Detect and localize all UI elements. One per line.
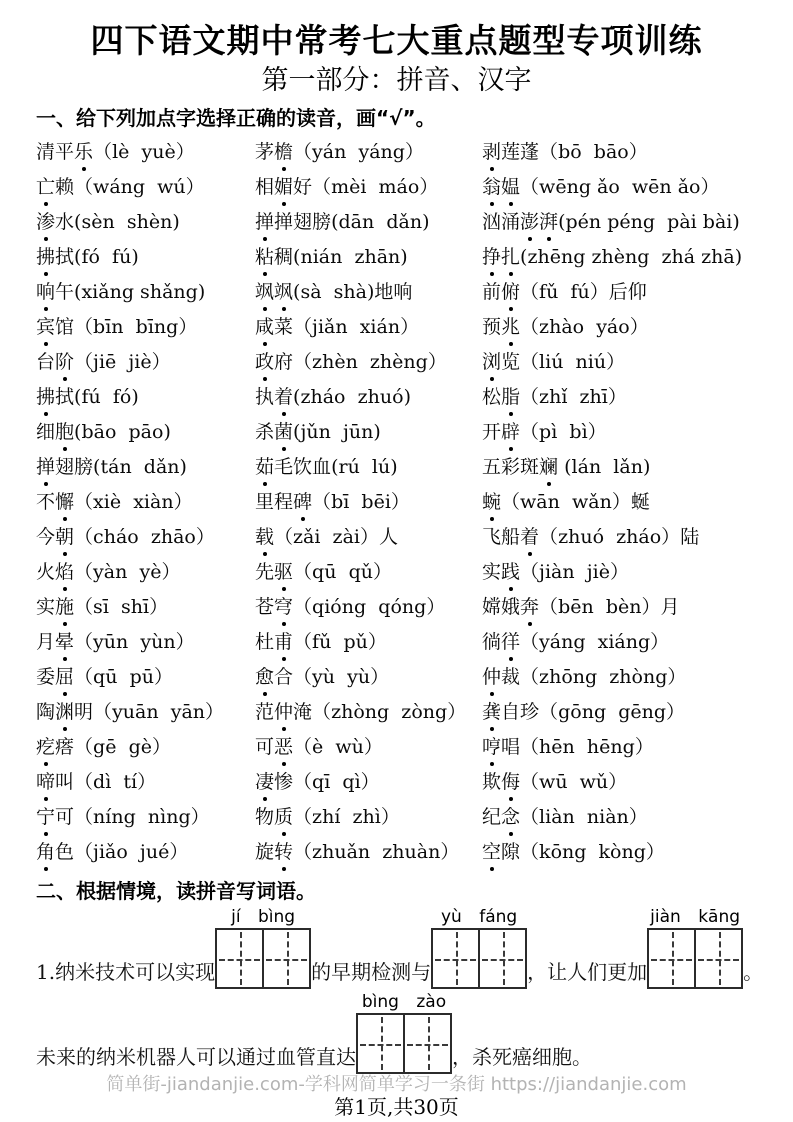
pinyin-choice-item: 台阶（jiē jiè）	[36, 345, 255, 380]
pinyin-choice-item: 政府（zhèn zhèng）	[255, 345, 482, 380]
pinyin-label-yufang: yù fáng	[440, 907, 518, 928]
writing-blank-bingzao	[356, 991, 452, 1074]
pinyin-choice-item: 苍穹（qióng qóng）	[255, 590, 482, 625]
pinyin-choice-item: 杀菌(jǔn jūn)	[255, 415, 482, 450]
sentence1-suffix: 。	[743, 960, 764, 985]
fill-in-sentence-1	[36, 906, 793, 989]
pinyin-choice-item: 里程碑（bī bēi）	[255, 485, 482, 520]
pinyin-choice-item: 火焰（yàn yè）	[36, 555, 255, 590]
page-number: 第1页,共30页	[334, 1095, 459, 1120]
watermark-text: 简单街-jiandanjie.com-学科网简单学习一条街 https://jiandanjie.com	[106, 1074, 687, 1096]
pinyin-choice-item: 松脂（zhǐ zhī）	[482, 380, 787, 415]
pinyin-choice-item: 掸掸翅膀(dān dǎn)	[255, 205, 482, 240]
pinyin-choice-item: 杜甫（fǔ pǔ）	[255, 625, 482, 660]
writing-box-cell[interactable]	[262, 930, 309, 987]
pinyin-label-jiankang: jiàn kāng	[650, 907, 741, 928]
section2-heading: 二、根据情境，读拼音写词语。	[36, 879, 316, 904]
pinyin-choice-item: 愈合（yù yù）	[255, 660, 482, 695]
fill-in-sentence-2	[36, 991, 793, 1074]
pinyin-choice-item: 纪念（liàn niàn）	[482, 800, 787, 835]
writing-box-cell[interactable]	[649, 930, 694, 987]
pinyin-choice-item: 先驱（qū qǔ）	[255, 555, 482, 590]
writing-blank-yufang	[431, 906, 527, 989]
pinyin-choice-item: 凄惨（qī qì）	[255, 765, 482, 800]
pinyin-choice-item: 浏览（liú niú）	[482, 345, 787, 380]
pinyin-choice-item: 相媚好（mèi máo）	[255, 170, 482, 205]
pinyin-choice-item: 载（zǎi zài）人	[255, 520, 482, 555]
pinyin-choice-item: 蜿（wān wǎn）蜒	[482, 485, 787, 520]
pinyin-choice-item: 五彩斑斓 (lán lǎn)	[482, 450, 787, 485]
pinyin-choice-item: 宾馆（bīn bīng）	[36, 310, 255, 345]
pinyin-choice-item: 哼唱（hēn hēng）	[482, 730, 787, 765]
pinyin-choice-item: 仲裁（zhōng zhòng）	[482, 660, 787, 695]
sentence2-suffix: ，杀死癌细胞。	[452, 1045, 592, 1070]
pinyin-choice-item: 旋转（zhuǎn zhuàn）	[255, 835, 482, 870]
pinyin-choice-item: 剥莲蓬（bō bāo）	[482, 135, 787, 170]
pinyin-choice-item: 拂拭(fó fú)	[36, 240, 255, 275]
pinyin-choice-item: 龚自珍（gōng gēng）	[482, 695, 787, 730]
pinyin-choice-item: 陶渊明（yuān yān）	[36, 695, 255, 730]
pinyin-choice-item: 实施（sī shī）	[36, 590, 255, 625]
pinyin-label-bingzao: bìng zào	[361, 992, 447, 1013]
pinyin-choice-item: 角色（jiǎo jué）	[36, 835, 255, 870]
pinyin-choice-item: 月晕（yūn yùn）	[36, 625, 255, 660]
sentence1-prefix: 1.纳米技术可以实现	[36, 960, 216, 985]
pinyin-choice-item: 范仲淹（zhòng zòng）	[255, 695, 482, 730]
pinyin-choice-item: 翁媪（wēng ǎo wēn ǎo）	[482, 170, 787, 205]
pinyin-label-jibing: jí bìng	[231, 907, 296, 928]
pinyin-choice-item: 不懈（xiè xiàn）	[36, 485, 255, 520]
writing-blank-jiankang	[647, 906, 743, 989]
pinyin-choice-item: 挣扎(zhēng zhèng zhá zhā)	[482, 240, 787, 275]
pinyin-choice-item: 可恶（è wù）	[255, 730, 482, 765]
part-subtitle: 第一部分：拼音、汉字	[261, 64, 532, 96]
writing-box-cell[interactable]	[478, 930, 525, 987]
pinyin-choice-item: 细胞(bāo pāo)	[36, 415, 255, 450]
sentence2-prefix: 未来的纳米机器人可以通过血管直达	[36, 1045, 356, 1070]
pinyin-choice-item: 疙瘩（gē gè）	[36, 730, 255, 765]
pinyin-choice-item: 清平乐（lè yuè）	[36, 135, 255, 170]
writing-box-cell[interactable]	[694, 930, 741, 987]
pinyin-choice-item: 执着(zháo zhuó)	[255, 380, 482, 415]
writing-box-cell[interactable]	[217, 930, 262, 987]
pinyin-choice-item: 茹毛饮血(rú lú)	[255, 450, 482, 485]
pinyin-choice-item: 响午(xiǎng shǎng)	[36, 275, 255, 310]
pinyin-choice-item: 汹涌澎湃(pén péng pài bài)	[482, 205, 787, 240]
pinyin-choice-item: 粘稠(nián zhān)	[255, 240, 482, 275]
section1-heading: 一、给下列加点字选择正确的读音，画“√”。	[36, 106, 436, 131]
pinyin-choice-item: 渗水(sèn shèn)	[36, 205, 255, 240]
pinyin-choice-item: 委屈（qū pū）	[36, 660, 255, 695]
pinyin-choice-item: 宁可（níng nìng）	[36, 800, 255, 835]
pinyin-choice-item: 开辟（pì bì）	[482, 415, 787, 450]
pinyin-choice-item: 亡赖（wáng wú）	[36, 170, 255, 205]
page-title: 四下语文期中常考七大重点题型专项训练	[90, 21, 703, 60]
sentence1-mid2: ，让人们更加	[527, 960, 648, 985]
writing-boxes	[431, 928, 527, 989]
writing-boxes	[356, 1013, 452, 1074]
pinyin-choice-item: 嫦娥奔（bēn bèn）月	[482, 590, 787, 625]
writing-box-cell[interactable]	[358, 1015, 403, 1072]
writing-boxes	[215, 928, 311, 989]
pinyin-choice-item: 茅檐（yán yáng）	[255, 135, 482, 170]
writing-box-cell[interactable]	[403, 1015, 450, 1072]
pinyin-choice-item: 实践（jiàn jiè）	[482, 555, 787, 590]
pinyin-choice-item: 飒飒(sà shà)地响	[255, 275, 482, 310]
pinyin-choice-item: 前俯（fǔ fú）后仰	[482, 275, 787, 310]
pinyin-choice-item: 掸翅膀(tán dǎn)	[36, 450, 255, 485]
pinyin-choice-item: 物质（zhí zhì）	[255, 800, 482, 835]
writing-boxes	[647, 928, 743, 989]
pinyin-choice-item: 咸菜（jiǎn xián）	[255, 310, 482, 345]
pinyin-choice-item: 啼叫（dì tí）	[36, 765, 255, 800]
pinyin-choice-item: 今朝（cháo zhāo）	[36, 520, 255, 555]
pinyin-choice-item: 徜徉（yáng xiáng）	[482, 625, 787, 660]
writing-blank-jibing	[215, 906, 311, 989]
pinyin-choice-item: 预兆（zhào yáo）	[482, 310, 787, 345]
pinyin-choice-item: 拂拭(fú fó)	[36, 380, 255, 415]
pinyin-choice-item: 欺侮（wū wǔ）	[482, 765, 787, 800]
sentence1-mid1: 的早期检测与	[311, 960, 432, 985]
pinyin-choice-item: 飞船着（zhuó zháo）陆	[482, 520, 787, 555]
writing-box-cell[interactable]	[433, 930, 478, 987]
pinyin-grid	[36, 135, 793, 870]
pinyin-choice-item: 空隙（kōng kòng）	[482, 835, 787, 870]
